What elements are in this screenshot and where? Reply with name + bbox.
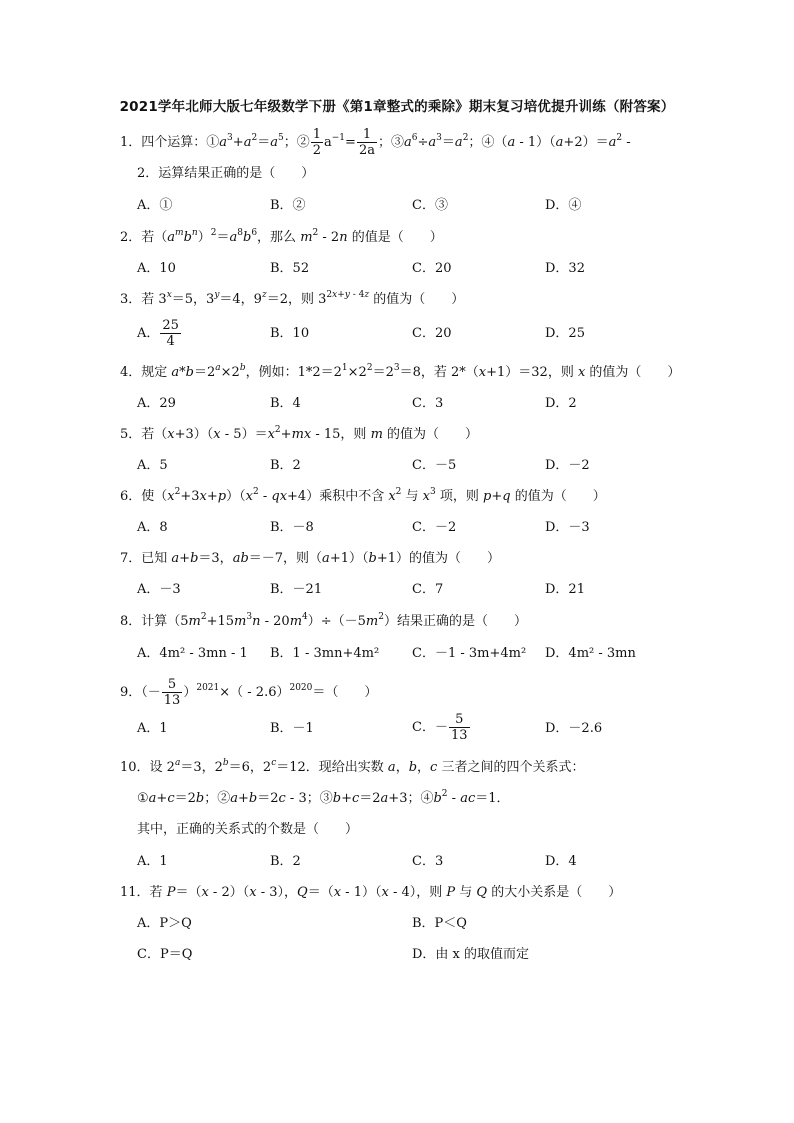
q5-option-d: D．－2: [545, 458, 590, 473]
question-8: 8．计算$(5m^2+15m^3n - 20m^4)\div(-5m^2)$结果正确的是（ ）: [120, 612, 527, 629]
q1-option-d: D．④: [545, 198, 582, 213]
q7-option-b: B．－21: [270, 582, 323, 597]
question-1: 1．四个运算：$①a^3+a^2=a^5$；② $\frac{1}{2}$ $a^{-1}=$ $\frac{1}{2a}$ ；$③a^6\div a^3=a^2$；④（a - $1)(a+2)=a^2$ -: [120, 127, 631, 158]
q2-option-d: D．32: [545, 261, 585, 276]
q11-option-c: C．P＝Q: [137, 947, 193, 962]
q3-option-b: B．10: [270, 326, 310, 341]
q1-option-a: A．①: [137, 198, 173, 213]
q11-option-b: B．P＜Q: [412, 916, 467, 931]
question-9: 9．（－ $\frac{5}{13}$ ）$^{2021}$×（ - 2.6）$^{2020}$＝（ ）: [120, 677, 378, 708]
q7-option-a: A．－3: [137, 582, 181, 597]
q4-option-b: B．4: [270, 396, 301, 411]
question-2: 2．若$(a^mb^n)^2=a^8b^6$，那么 $m^2 - 2n$ 的值是（ ）: [120, 228, 443, 245]
page-title: 2021学年北师大版七年级数学下册《第1章整式的乘除》期末复习培优提升训练（附答案）: [119, 99, 675, 115]
q6-option-a: A．8: [137, 520, 168, 535]
question-10-relations: ①a+c＝2b；②a+b＝2c - 3；③b+c＝2a+3；$④b^2 - ac=1$．: [137, 789, 510, 806]
q9-option-d: D．－2.6: [545, 721, 603, 736]
q10-option-d: D．4: [545, 854, 577, 869]
q11-option-d: D．由 x 的取值而定: [412, 947, 530, 962]
q1-option-c: C．③: [412, 198, 448, 213]
q5-option-c: C．－5: [412, 458, 457, 473]
q2-option-a: A．10: [137, 261, 176, 276]
question-7: 7．已知 a+b＝3，ab＝－7，则（a+1）（b+1）的值为（ ）: [120, 551, 500, 566]
q4-option-d: D．2: [545, 396, 577, 411]
q3-option-c: C．20: [412, 326, 452, 341]
q10-option-b: B．2: [270, 854, 301, 869]
q5-option-b: B．2: [270, 458, 301, 473]
question-10-ask: 其中，正确的关系式的个数是（ ）: [137, 822, 359, 837]
question-1-cont: 2．运算结果正确的是（ ）: [137, 166, 315, 181]
question-5: 5．若$(x+3)(x - 5)=x^2+mx - 15$，则 m 的值为（ ）: [120, 425, 479, 442]
q8-option-a: A．4m² - 3mn - 1: [137, 646, 248, 661]
q6-option-d: D．－3: [545, 520, 590, 535]
q1-option-b: B．②: [270, 198, 306, 213]
q10-option-a: A．1: [137, 854, 168, 869]
q5-option-a: A．5: [137, 458, 168, 473]
q7-option-c: C．7: [412, 582, 444, 597]
question-11: 11．若 P＝（x - 2）（x - 3），Q＝（x - 1）（x - 4），则 P 与 Q 的大小关系是（ ）: [120, 885, 622, 900]
q11-option-a: A．P＞Q: [137, 916, 192, 931]
q2-option-c: C．20: [412, 261, 452, 276]
question-6: 6．使$(x^2+3x+p)(x^2 - qx+4)$乘积中不含 $x^2$ 与 $x^3$ 项，则 p+q 的值为（ ）: [120, 487, 606, 504]
q2-option-b: B．52: [270, 261, 310, 276]
q3-option-d: D．25: [545, 326, 585, 341]
question-4: 4．规定 $a*b=2^a\times 2^b$，例如：$1*2=2^1\times 2^2=2^3=8$，若 2*（x+1）＝32，则 x 的值为（ ）: [120, 363, 681, 380]
question-10: 10．设 $2^a=3$，$2^b=6$，$2^c=12$．现给出实数 a，b，c 三者之间的四个关系式：: [120, 758, 585, 775]
q4-option-c: C．3: [412, 396, 444, 411]
question-3: 3．若 $3^x=5$，$3^y=4$，$9^z=2$，则 $3^{2x+y - 4z}$ 的值为（ ）: [120, 290, 465, 307]
q4-option-a: A．29: [137, 396, 176, 411]
q10-option-c: C．3: [412, 854, 444, 869]
q8-option-b: B．1 - 3mn+4m²: [270, 646, 380, 661]
q7-option-d: D．21: [545, 582, 585, 597]
q9-option-a: A．1: [137, 721, 168, 736]
q3-option-a: A． $\frac{25}{4}$: [137, 318, 179, 349]
q8-option-c: C．－1 - 3m+4m²: [412, 646, 527, 661]
q9-option-c: C．－ $\frac{5}{13}$: [412, 712, 468, 743]
q6-option-c: C．－2: [412, 520, 457, 535]
q8-option-d: D．4m² - 3mn: [545, 646, 636, 661]
q9-option-b: B．－1: [270, 721, 314, 736]
q6-option-b: B．－8: [270, 520, 314, 535]
